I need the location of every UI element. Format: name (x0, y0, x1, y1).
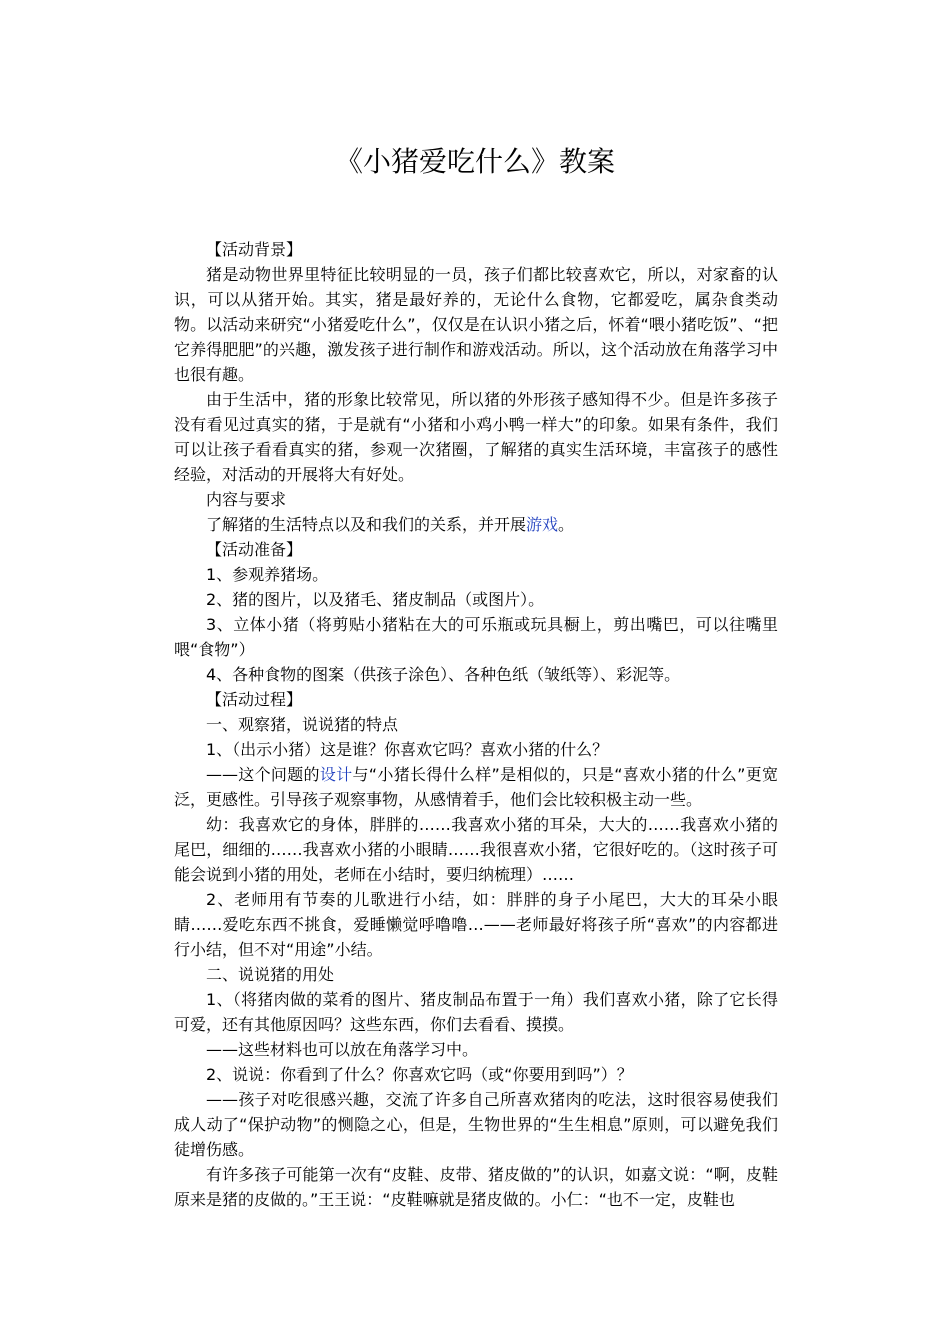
paragraph: 2、说说：你看到了什么？你喜欢它吗（或“你要用到吗”）？ (206, 1065, 633, 1084)
text-segment: 了解猪的生活特点以及和我们的关系，并开展 (206, 515, 527, 534)
paragraph (174, 762, 778, 812)
section-heading-preparation: 【活动准备】 (206, 540, 303, 559)
section-heading-content: 内容与要求 (206, 490, 287, 509)
list-item: 2、猪的图片，以及猪毛、猪皮制品（或图片）。 (206, 590, 545, 609)
list-item: 1、参观养猪场。 (206, 565, 329, 584)
paragraph: 由于生活中，猪的形象比较常见，所以猪的外形孩子感知得不少。但是许多孩子没有看见过真实的猪，于是就有“小猪和小鸡小鸭一样大”的印象。如果有条件，我们可以让孩子看看真实的猪，参观一次猪圈，了解猪的真实生活环境，丰富孩子的感性经验，对活动的开展将大有好处。 (174, 390, 778, 484)
section-heading-process: 【活动过程】 (206, 690, 303, 709)
subheading: 二、说说猪的用处 (206, 965, 335, 984)
list-item: 4、各种食物的图案（供孩子涂色）、各种色纸（皱纸等）、彩泥等。 (206, 665, 681, 684)
list-item: 3、立体小猪（将剪贴小猪粘在大的可乐瓶或玩具橱上，剪出嘴巴，可以往嘴里喂“食物”） (174, 615, 778, 659)
paragraph: 幼：我喜欢它的身体，胖胖的……我喜欢小猪的耳朵，大大的……我喜欢小猪的尾巴，细细的……我喜欢小猪的小眼睛……我很喜欢小猪，它很好吃的。（这时孩子可能会说到小猪的用处，老师在小结时，要归纳梳理）…… (174, 815, 778, 884)
paragraph: 1、（出示小猪）这是谁？你喜欢它吗？喜欢小猪的什么？ (206, 740, 609, 759)
section-heading-background: 【活动背景】 (206, 240, 303, 259)
document-title: 《小猪爱吃什么》教案 (334, 145, 615, 178)
paragraph: ——孩子对吃很感兴趣，交流了许多自己所喜欢猪肉的吃法，这时很容易使我们成人动了“保护动物”的恻隐之心，但是，生物世界的“生生相息”原则，可以避免我们徒增伤感。 (174, 1090, 778, 1159)
game-link[interactable]: 游戏 (526, 515, 559, 534)
paragraph (174, 512, 778, 537)
paragraph: 1、（将猪肉做的菜肴的图片、猪皮制品布置于一角）我们喜欢小猪，除了它长得可爱，还有其他原因吗？这些东西，你们去看看、摸摸。 (174, 990, 778, 1034)
paragraph: 2、老师用有节奏的儿歌进行小结，如：胖胖的身子小尾巴，大大的耳朵小眼睛……爱吃东西不挑食，爱睡懒觉呼噜噜…——老师最好将孩子所“喜欢”的内容都进行小结，但不对“用途”小结。 (174, 890, 778, 959)
subheading: 一、观察猪，说说猪的特点 (206, 715, 399, 734)
text-segment: 。 (558, 515, 575, 534)
paragraph: 有许多孩子可能第一次有“皮鞋、皮带、猪皮做的”的认识，如嘉文说：“啊，皮鞋原来是猪的皮做的。”王王说：“皮鞋嘛就是猪皮做的。小仁：“也不一定，皮鞋也 (174, 1165, 778, 1209)
text-segment: ——这个问题的 (206, 765, 320, 784)
text-segment: 与“小猪长得什么样”是相似的，只是“喜欢小猪的什么”更宽泛，更感性。引导孩子观察事物，从感情着手，他们会比较积极主动一些。 (174, 765, 778, 809)
paragraph: ——这些材料也可以放在角落学习中。 (206, 1040, 479, 1059)
paragraph: 猪是动物世界里特征比较明显的一员，孩子们都比较喜欢它，所以，对家畜的认识，可以从猪开始。其实，猪是最好养的，无论什么食物，它都爱吃，属杂食类动物。以活动来研究“小猪爱吃什么”，仅仅是在认识小猪之后，怀着“喂小猪吃饭”、“把它养得肥肥”的兴趣，激发孩子进行制作和游戏活动。所以，这个活动放在角落学习中也很有趣。 (174, 265, 778, 384)
document-body (174, 237, 778, 1212)
design-link[interactable]: 设计 (319, 765, 353, 784)
